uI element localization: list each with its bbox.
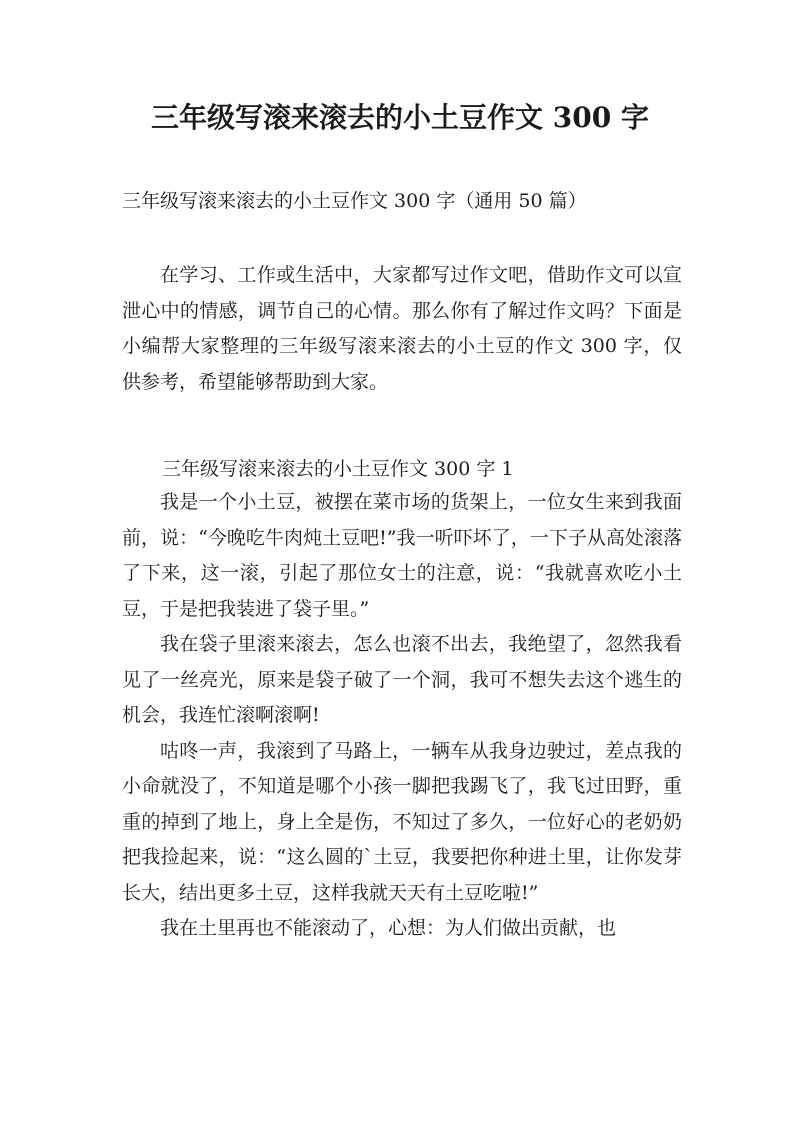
essay-paragraph-2: 我在袋子里滚来滚去，怎么也滚不出去，我绝望了，忽然我看见了一丝亮光，原来是袋子破了一个洞，我可不想失去这个逃生的机会，我连忙滚啊滚啊!	[122, 633, 682, 726]
essay-paragraph-3: 咕咚一声，我滚到了马路上，一辆车从我身边驶过，差点我的小命就没了，不知道是哪个小孩一脚把我踢飞了，我飞过田野，重重的掉到了地上，身上全是伤，不知过了多久，一位好心的老奶奶把我捡起来，说：“这么圆的`土豆，我要把你种进土里，让你发芽长大，结出更多土豆，这样我就天天有土豆吃啦!”	[122, 739, 682, 904]
essay-paragraph-1: 我是一个小土豆，被摆在菜市场的货架上，一位女生来到我面前，说：“今晚吃牛肉炖土豆吧!”我一听吓坏了，一下子从高处滚落了下来，这一滚，引起了那位女士的注意，说：“我就喜欢吃小土豆，于是把我装进了袋子里。”	[122, 491, 682, 620]
essay-paragraph-4: 我在土里再也不能滚动了，心想：为人们做出贡献，也	[160, 917, 617, 939]
intro-section	[122, 258, 682, 400]
intro-paragraph: 在学习、工作或生活中，大家都写过作文吧，借助作文可以宣泄心中的情感，调节自己的心情。那么你有了解过作文吗？下面是小编帮大家整理的三年级写滚来滚去的小土豆的作文 300 字，仅供参考，希望能够帮助到大家。	[122, 264, 682, 393]
document-title: 三年级写滚来滚去的小土豆作文 300 字	[151, 101, 649, 134]
essay-body	[122, 485, 682, 947]
essay-heading: 三年级写滚来滚去的小土豆作文 300 字 1	[162, 458, 514, 480]
document-subtitle: 三年级写滚来滚去的小土豆作文 300 字（通用 50 篇）	[122, 190, 587, 212]
